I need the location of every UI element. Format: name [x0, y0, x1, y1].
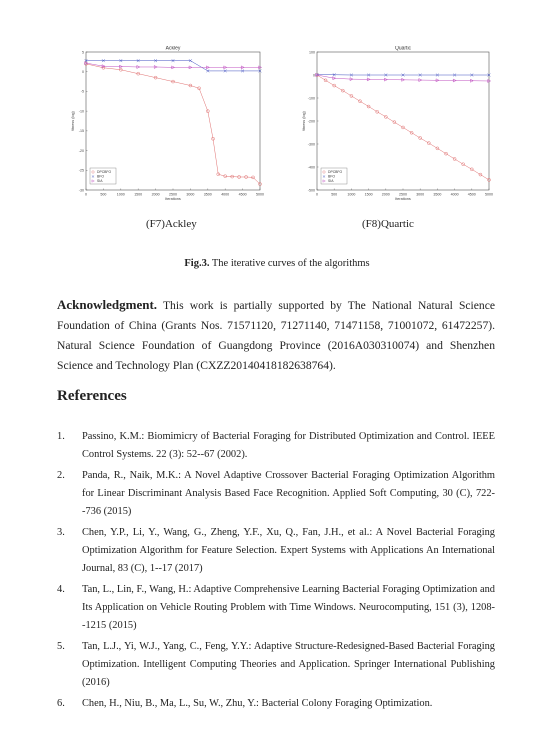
reference-item	[57, 524, 495, 578]
legend-label: BFO	[97, 174, 104, 179]
references-list	[57, 428, 495, 716]
ackley-y-axis-label: fitness (log)	[71, 111, 75, 131]
reference-item	[57, 581, 495, 635]
acknowledgment-heading: Acknowledgment.	[57, 297, 158, 312]
x-tick-label: 2000	[151, 192, 160, 197]
x-tick-label: 5000	[485, 192, 493, 197]
subfig-caption-ackley: (F7)Ackley	[146, 218, 197, 230]
reference-number: 4.	[57, 584, 65, 595]
x-tick-label: 2000	[381, 192, 390, 197]
figure-caption	[0, 258, 554, 269]
x-tick-label: 1500	[134, 192, 143, 197]
y-tick-label: -30	[78, 188, 84, 193]
x-tick-label: 3000	[186, 192, 195, 197]
ackley-x-axis-label: Iterations	[165, 197, 181, 201]
reference-item	[57, 638, 495, 692]
quartic-y-axis-label: fitness (log)	[302, 111, 306, 131]
x-tick-label: 500	[331, 192, 338, 197]
reference-number: 5.	[57, 641, 65, 652]
y-tick-label: -15	[78, 129, 84, 134]
x-tick-label: 0	[316, 192, 318, 197]
ackley-chart	[56, 46, 269, 204]
x-tick-label: 4500	[238, 192, 247, 197]
x-tick-label: 2500	[169, 192, 177, 197]
x-tick-label: 3500	[433, 192, 442, 197]
legend-label: SIA	[97, 179, 103, 184]
x-tick-label: 1000	[116, 192, 125, 197]
acknowledgment-text: This work is partially supported by The National Natural Science Foundation of China (Grants Nos. 71571120, 71271140, 71471158, 71001072, 61472257). Natural Science Foundation of Guangdong Province (2016A030310074) and Shenzhen Science and Technology Plan (CXZZ20140418182638764).	[57, 299, 495, 372]
legend-label: DPCBFO	[97, 170, 112, 175]
y-tick-label: -400	[307, 165, 315, 170]
y-tick-label: 5	[82, 50, 84, 55]
reference-number: 3.	[57, 527, 65, 538]
legend-label: DPCBFO	[328, 170, 343, 175]
reference-text: Panda, R., Naik, M.K.: A Novel Adaptive Crossover Bacterial Foraging Optimization Algorithm for Linear Discriminant Analysis Based Face Recognition. Applied Soft Computing, 30 (C), 722--736 (2015)	[82, 470, 495, 517]
subfig-caption-quartic: (F8)Quartic	[362, 218, 414, 230]
y-tick-label: -10	[78, 109, 84, 114]
figure-caption-text: The iterative curves of the algorithms	[209, 258, 370, 269]
quartic-chart-title: Quartic	[394, 46, 412, 52]
quartic-x-axis-label: Iterations	[395, 197, 411, 201]
x-tick-label: 3500	[203, 192, 212, 197]
y-tick-label: 0	[313, 73, 315, 78]
x-tick-label: 1500	[364, 192, 373, 197]
reference-text: Passino, K.M.: Biomimicry of Bacterial Foraging for Distributed Optimization and Control. IEEE Control Systems. 22 (3): 52--67 (2002).	[82, 431, 495, 460]
x-tick-label: 500	[100, 192, 107, 197]
x-tick-label: 3000	[416, 192, 425, 197]
reference-number: 6.	[57, 698, 65, 709]
reference-item	[57, 467, 495, 521]
x-tick-label: 5000	[256, 192, 264, 197]
reference-item	[57, 428, 495, 464]
x-tick-label: 4000	[221, 192, 230, 197]
ackley-chart-svg	[56, 46, 269, 204]
x-tick-label: 4500	[467, 192, 476, 197]
quartic-chart	[287, 46, 497, 204]
reference-item	[57, 695, 495, 713]
y-tick-label: 0	[82, 70, 84, 75]
references-heading: References	[57, 388, 127, 404]
reference-text: Tan, L., Lin, F., Wang, H.: Adaptive Comprehensive Learning Bacterial Foraging Optimization and Its Application on Vehicle Routing Problem with Time Windows. Neurocomputing, 151 (3), 1208--1215 (2015)	[82, 584, 495, 631]
y-tick-label: -5	[80, 89, 84, 94]
ackley-chart-title: Ackley	[165, 46, 181, 52]
reference-text: Chen, H., Niu, B., Ma, L., Su, W., Zhu, Y.: Bacterial Colony Foraging Optimization.	[82, 698, 433, 709]
y-tick-label: -100	[307, 96, 315, 101]
y-tick-label: -500	[307, 188, 315, 193]
reference-text: Chen, Y.P., Li, Y., Wang, G., Zheng, Y.F., Xu, Q., Fan, J.H., et al.: A Novel Bacterial Foraging Optimization Algorithm for Feature Selection. Expert Systems with Applications An International Journal, 83 (C), 1--17 (2017)	[82, 527, 495, 574]
x-tick-label: 0	[85, 192, 87, 197]
legend-label: SIA	[328, 179, 334, 184]
y-tick-label: -300	[307, 142, 315, 147]
legend-label: BFO	[328, 174, 335, 179]
y-tick-label: -25	[78, 168, 84, 173]
reference-number: 2.	[57, 470, 65, 481]
y-tick-label: 100	[309, 50, 315, 55]
acknowledgment-paragraph	[57, 295, 495, 376]
x-tick-label: 1000	[347, 192, 356, 197]
x-tick-label: 4000	[450, 192, 459, 197]
figure-caption-label: Fig.3.	[184, 258, 210, 269]
reference-number: 1.	[57, 431, 65, 442]
quartic-chart-svg	[287, 46, 497, 204]
x-tick-label: 2500	[399, 192, 407, 197]
y-tick-label: -200	[307, 119, 315, 124]
y-tick-label: -20	[78, 148, 84, 153]
reference-text: Tan, L.J., Yi, W.J., Yang, C., Feng, Y.Y.: Adaptive Structure-Redesigned-Based Bacterial Foraging Optimization. Intelligent Computing Theories and Application. Springer International Publishing (2016)	[82, 641, 495, 688]
